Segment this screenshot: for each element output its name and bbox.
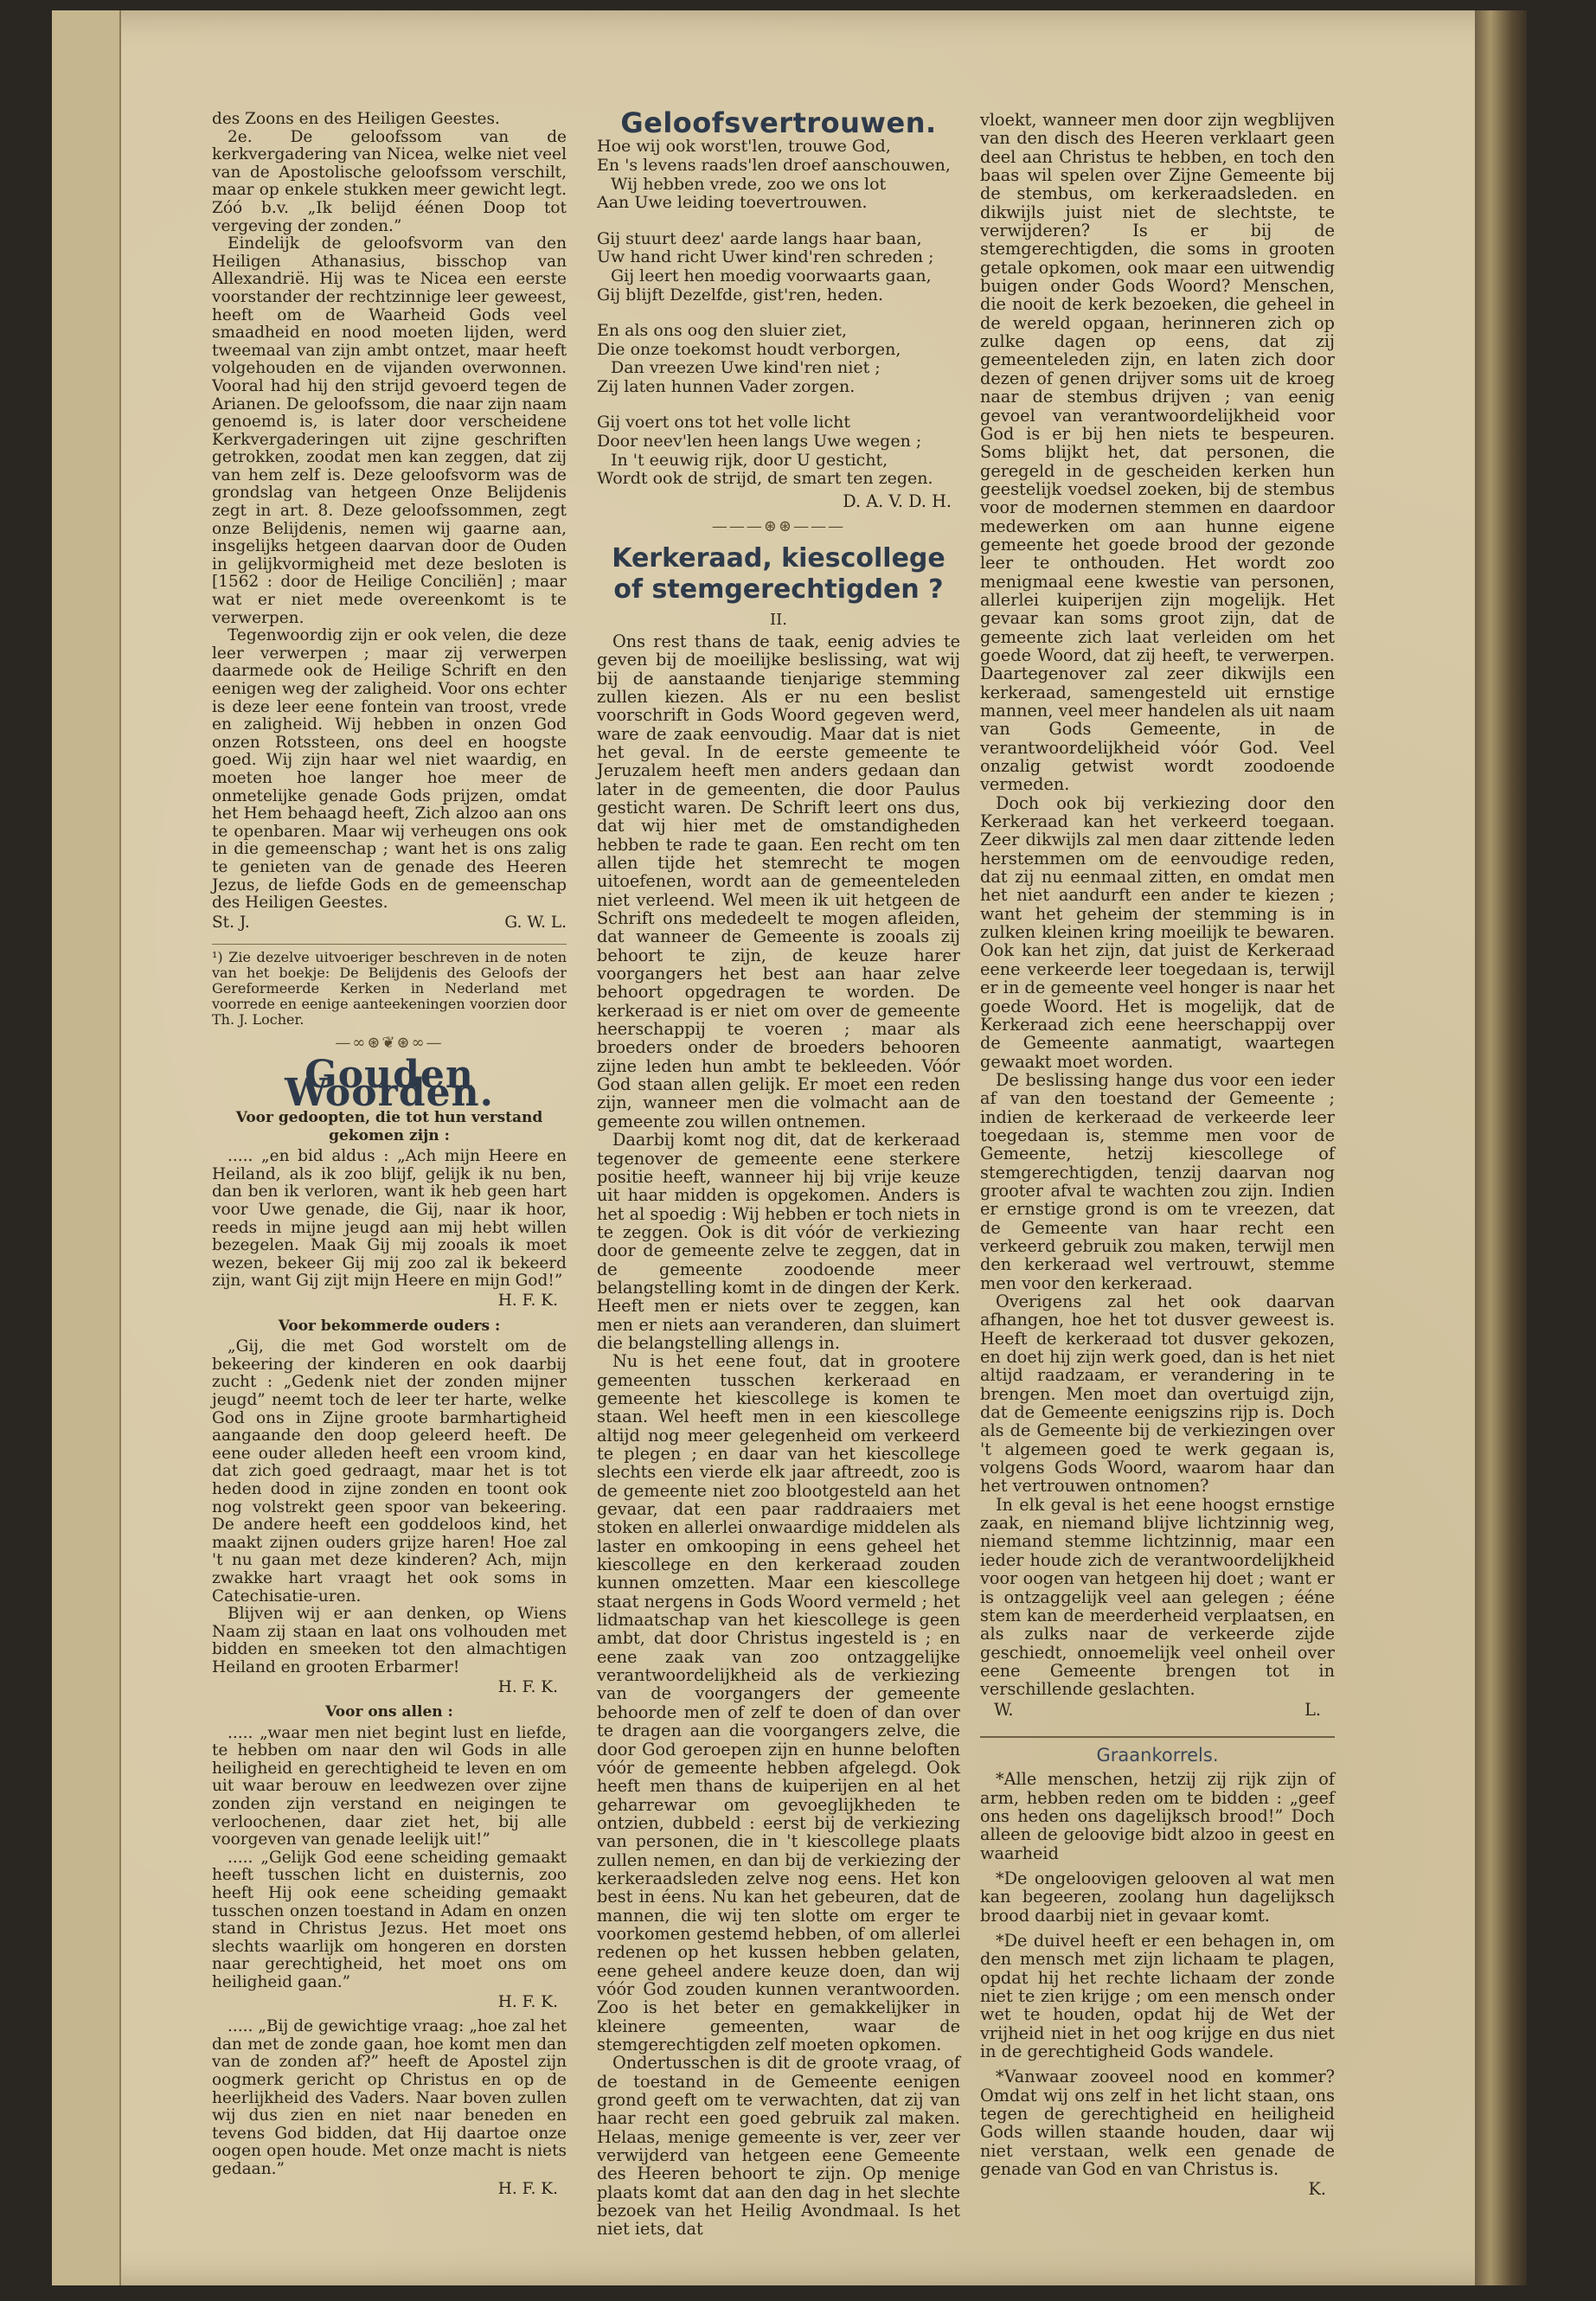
paragraph: Ondertusschen is dit de groote vraag, of de toestand in de Gemeente eenigen grond geeft om te verwachten, dat zij van haar recht een goed gebruik zal maken. Helaas, menige gemeente is ver, zeer ver verwijderd van hetgeen eene Gemeente des Heeren behoort te zijn. Op menige plaats komt dat aan den dag in het slechte bezoek van het Heilig Avondmaal. Is het niet iets, dat xyxy=(597,2053,960,2240)
page-margin-strip xyxy=(52,10,121,2285)
poem xyxy=(597,138,960,489)
paragraph: ..... „Gelijk God eene scheiding gemaakt heeft tusschen licht en duisternis, zoo heeft Hij ook eene scheiding gemaakt tusschen onzen toestand in Adam en onzen stand in Christus Jezus. Het moet ons slechts waarlijk om hongeren en dorsten naar gerechtigheid, het moet ons om heiligheid gaan.” xyxy=(212,1848,567,1991)
poem-line: Dan vreezen Uwe kind'ren niet ; xyxy=(611,358,881,378)
binding-edge xyxy=(1475,10,1527,2285)
signature: H. F. K. xyxy=(497,1677,558,1696)
paragraph: 2e. De geloofssom van de kerkvergadering van Nicea, welke niet veel van de Apostolische geloofssom verschilt, maar op enkele stukken meer gewicht legt. Zóó b.v. „Ik belijd éénen Doop tot vergeving der zonden.” xyxy=(212,127,567,235)
poem-line: Wij hebben vrede, zoo we ons lot xyxy=(611,174,887,194)
paragraph: ..... „en bid aldus : „Ach mijn Heere en Heiland, als ik zoo blijf, gelijk ik nu ben, dan ben ik verloren, want ik heb geen hart voor Uwe genade, die Gij, naar ik hoor, reeds in mijne jeugd aan mij hebt willen bezegelen. Maak Gij mij zooals ik moet wezen, bekeer Gij mij zoo zal ik bekeerd zijn, want Gij zijt mijn Heere en mijn God!” xyxy=(212,1147,567,1291)
column-right xyxy=(980,111,1335,2206)
aphorism: *De duivel heeft er een behagen in, om den mensch met zijn lichaam te plagen, opdat hij het rechte lichaam der zonde niet te zien krijge ; om een mensch onder wet te houden, opdat hij de Wet der vrijheid niet in het oog krijge en dus niet in de gerechtigheid Gods wandele. xyxy=(980,1931,1335,2062)
poem-line: Gij voert ons tot het volle licht xyxy=(597,413,851,433)
paragraph: ..... „waar men niet begint lust en liefde, te hebben om naar den wil Gods in alle heiligheid en gerechtigheid te leven en om uit waar berouw en leedwezen over zijne zonden zijn verstand en neigingen te verloochenen, daar ziet het, bij alle voorgeven van genade leelijk uit!” xyxy=(212,1723,567,1849)
paragraph: Eindelijk de geloofsvorm van den Heiligen Athanasius, bisschop van Allexandrië. Hij was te Nicea een eerste voorstander der rechtzinnige leer geweest, heeft om de Waarheid Gods veel smaadheid en nood moeten lijden, werd tweemaal van zijn ambt ontzet, maar heeft volgehouden en de vijanden overwonnen. Vooral had hij den strijd gevoerd tegen de Arianen. De geloofssom, die naar zijn naam genoemd is, is later door verscheidene Kerkvergaderingen uit zijne geschriften getrokken, zoodat men kan zeggen, dat zij van hem zelf is. Deze geloofsvorm was de grondslag van hetgeen Onze Belijdenis zegt in art. 8. Deze geloofssommen, zegt onze Belijdenis, nemen wij gaarne aan, insgelijks hetgeen daarvan door de Ouden in gelijkvormigheid met deze besloten is [1562 : door de Heilige Conciliën] ; maar wat er niet mede overeenkomt is te verwerpen. xyxy=(212,234,567,627)
paragraph: De beslissing hange dus voor een ieder af van den toestand der Gemeente ; indien de kerkeraad de verkeerde leer toegedaan is, stemme men voor de Gemeente, hetzij kiescollege of stemgerechtigden, tenzij daarvan nog grooter afval te wachten zou zijn. Indien er ernstige grond is om te vreezen, dat de Gemeente van haar recht een verkeerd gebruik zou maken, terwijl men den kerkeraad wel vertrouwt, stemme men voor den kerkeraad. xyxy=(980,1069,1335,1293)
poem-line: Hoe wij ook worst'len, trouwe God, xyxy=(597,137,891,157)
paragraph: In elk geval is het eene hoogst ernstige zaak, en niemand blijve lichtzinnig weg, niemand stemme lichtzinnig, maar een ieder houde zich de verantwoordelijkheid voor oogen van hetgeen hij doet ; want er is ontzaggelijk veel aan gelegen ; ééne stem kan de meerderheid verplaatsen, en als zulks naar de verkeerde zijde geschiedt, onnoemelijk veel onheil over eene Gemeente brengen tot in verschillende geslachten. xyxy=(980,1494,1335,1700)
poem-line: Gij leert hen moedig voorwaarts gaan, xyxy=(611,266,932,285)
poem-line: Gij stuurt deez' aarde langs haar baan, xyxy=(597,228,922,248)
paragraph: Daarbij komt nog dit, dat de kerkeraad tegenover de gemeente eene sterkere positie heeft, wanneer hij bij vrije keuze uit haar midden is opgekomen. Anders is het al spoedig : Wij hebben er toch niets in te zeggen. Ook is dit vóór de verkiezing door de gemeente zelve te zeggen, dat in de gemeente zoodoende meer belangstelling komt in de dingen der Kerk. Heeft men er niets over te zeggen, kan men er niets aan veranderen, dan sluimert die belangstelling allengs in. xyxy=(597,1130,960,1353)
poem-line: Uw hand richt Uwer kind'ren schreden ; xyxy=(597,247,934,267)
aphorism: *Alle menschen, hetzij zij rijk zijn of arm, hebben reden om te bidden : „geef ons heden ons dagelijksch brood!” Doch alleen de geloovige bidt alzoo in geest en waarheid xyxy=(980,1769,1335,1863)
poem-line: Die onze toekomst houdt verborgen, xyxy=(597,339,901,359)
signature: H. F. K. xyxy=(497,1992,558,2011)
paragraph: Tegenwoordig zijn er ook velen, die deze leer verwerpen ; maar zij verwerpen daarmede ook de Heilige Schrift en den eenigen weg der zaligheid. Voor ons echter is deze leer eene fontein van troost, vrede en zaligheid. Wij hebben in onzen God onzen Rotssteen, ons deel en hoogste goed. Wij zijn haar wel niet waardig, en moeten hoe langer hoe meer de onmetelijke genade Gods prijzen, omdat het Hem behaagd heeft, Zich alzoo aan ons te openbaren. Maar wij verheugen ons ook in die gemeenschap ; want het is ons zalig te genieten van de genade des Heeren Jezus, de liefde Gods en de gemeenschap des Heiligen Geestes. xyxy=(212,626,567,913)
signature-right: G. W. L. xyxy=(504,913,567,932)
paragraph: Nu is het eene fout, dat in grootere gemeenten tusschen kerkeraad en gemeente het kiescollege is komen te staan. Wel heeft men in een kiescollege altijd nog meer gelegenheid om verkeerd te plegen ; en daar van het kiescollege slechts een vierde elk jaar aftreedt, zoo is de gemeente niet zoo blootgesteld aan het gevaar, dat een paar raddraaiers met stoken en allerlei onwaardige middelen als laster en omkooping in eens geheel het kiescollege en den kerkeraad zouden kunnen omzetten. Maar een kiescollege staat nergens in Gods Woord vermeld ; het lidmaatschap van het kiescollege is geen ambt, dat door Christus ingesteld is ; en eene zaak van zoo ontzaggelijke verantwoordelijkheid als de verkiezing van de voorgangers der gemeente behoorde men of zelf te doen of dan over te dragen aan die voorgangers zelve, die door God geroepen zijn en hunne beloften vóór de gemeente hebben afgelegd. Ook heeft men thans de kuiperijen en al het geharrewar om gevoeglijkheden te ontzien, dubbeld : eerst bij de verkiezing van personen, die in 't kiescollege plaats zullen nemen, en dan bij de verkiezing der kerkeraadsleden zelve nog eens. Het kon best in éens. Nu kan het gebeuren, dat de mannen, die wij ten slotte om erger te voorkomen gestemd hebben, of om allerlei redenen op het kussen hebben gelaten, eene geheel andere keuze doen, dan wij vóór God zouden kunnen verantwoorden. Zoo is het beter en gemakkelijker in kleinere gemeenten, waar de stemgerechtigden zelf moeten opkomen. xyxy=(597,1351,960,2054)
column-left xyxy=(212,111,567,2205)
article-part-number: II. xyxy=(770,610,787,629)
poem-stanza xyxy=(597,138,960,212)
poem-line: Aan Uwe leiding toevertrouwen. xyxy=(597,193,868,213)
paragraph: „Gij, die met God worstelt om de bekeering der kinderen en ook daarbij zucht : „Gedenk niet der zonden mijner jeugd” neemt toch de leer ter harte, welke God ons in Zijne groote barmhartigheid aangaande den doop geleerd heeft. De eene ouder alleden heeft een vroom kind, dat zich goed gedraagt, maar het is tot heden dood in zijne zonden en toont ook nog volstrekt geen spoor van bekeering. De andere heeft een goddeloos kind, het maakt zijnen ouders grijze haren! Hoe zal 't nu gaan met deze kinderen? Ach, mijn zwakke hart vraagt het ook soms in Catechisatie-uren. xyxy=(212,1337,567,1606)
section-title-gouden-woorden: Gouden Woorden. xyxy=(285,1052,494,1115)
poem-line: Gij blijft Dezelfde, gist'ren, heden. xyxy=(597,285,884,304)
section-title-graankorrels: Graankorrels. xyxy=(1096,1744,1219,1766)
signature-right: L. xyxy=(1304,1699,1321,1720)
poem-stanza xyxy=(597,413,960,488)
paragraph: Ons rest thans de taak, eenig advies te geven bij de moeilijke beslissing, wat wij bij de aanstaande tienjarige stemming zullen kiezen. Als er nu een beslist voorschrift in Gods Woord gegeven werd, ware de zaak eenvoudig. Maar dat is niet het geval. In de eerste gemeente te Jeruzalem heeft men anders gedaan dan later in de gemeenten, die door Paulus gesticht waren. De Schrift leert ons dus, dat wij hier met de omstandigheden hebben te rade te gaan. Een recht om ten allen tijde het stemrecht te mogen uitoefenen, wordt aan de gemeenteleden niet verleend. Wel meen ik uit hetgeen de Schrift ons mededeelt te mogen afleiden, dat wanneer de Gemeente is zooals zij behoort te zijn, de keuze harer voorgangers het best aan haar zelve behoort opgedragen te worden. De kerkeraad is er niet om over de gemeente heerschappij te voeren ; maar als broeders onder de broeders behooren zijne leden hun ambt te bekleeden. Vóór God staan allen gelijk. Er moet een reden zijn, wanneer men die volmacht aan de gemeente zou willen ontnemen. xyxy=(597,631,960,1131)
poem-signature: D. A. V. D. H. xyxy=(843,490,952,511)
paragraph: vloekt, wanneer men door zijn wegblijven van den disch des Heeren verklaart geen deel aan Christus te hebben, en toch den baas wil spelen over Zijne Gemeente bij de stembus, om kerkeraadsleden. en dikwijls juist niet de slechtste, te verwijderen? Is er bij de stemgerechtigden, die soms in grooten getale opkomen, ook maar een uitwendig buigen onder Gods Woord? Menschen, die nooit de kerk bezoeken, die geheel in de wereld opgaan, herinneren zich op zulke dagen op eens, dat zij gemeenteleden zijn, en laten zich door dezen of genen drijver soms uit de kroeg naar de stembus drijven ; van eenig gevoel van verantwoordelijkheid voor God is er bij hen niets te bespeuren. Soms blijkt het, dat personen, die geregeld in de gescheiden kerken hun geestelijk voedsel zoeken, bij de stembus voor de modernen stemmen en daardoor medewerken om aan hunne eigene gemeente het goede brood der gezonde leer te onthouden. Het wordt zoo menigmaal eene kwestie van personen, allerlei kuiperijen zijn mogelijk. Het gevaar kan soms groot zijn, dat de gemeente zich laat verleiden om het goede Woord, dat zij heeft, te verwerpen. Daartegenover zal zeer dikwijls een kerkeraad, samengesteld uit ernstige mannen, veel meer handelen als uit naam van Gods Gemeente, in de verantwoordelijkheid vóór God. Veel onzalig getwist wordt zoodoende vermeden. xyxy=(980,110,1335,795)
paragraph: Blijven wij er aan denken, op Wiens Naam zij staan en laat ons volhouden met bidden en smeeken tot den almachtigen Heiland en grooten Erbarmer! xyxy=(212,1605,567,1676)
signature-line xyxy=(212,914,567,933)
signature: H. F. K. xyxy=(497,2179,558,2198)
poem-line: Wordt ook de strijd, de smart ten zegen. xyxy=(597,469,933,489)
signature: K. xyxy=(1308,2179,1326,2200)
paragraph: des Zoons en des Heiligen Geestes. xyxy=(212,110,500,128)
poem-stanza xyxy=(597,322,960,396)
signature-left: W. xyxy=(994,1699,1014,1720)
paragraph: Overigens zal het ook daarvan afhangen, hoe het tot dusver geweest is. Heeft de kerkeraad tot dusver gekozen, en doet hij zijn werk goed, dan is het niet altijd raadzaam, er verandering in te brengen. Men moet dan overtuigd zijn, dat de Gemeente eenigszins rijp is. Doch als de Gemeente bij de verkiezingen over 't algemeen goed te werk gegaan is, volgens Gods Woord, waarom haar dan het vertrouwen ontnomen? xyxy=(980,1292,1335,1497)
poem-line: Door neev'len heen langs Uwe wegen ; xyxy=(597,432,922,452)
subheading: Voor bekommerde ouders : xyxy=(278,1317,501,1335)
signature-left: St. J. xyxy=(212,913,250,932)
signature-line xyxy=(980,1701,1335,1719)
subheading: Voor gedoopten, die tot hun verstand gekomen zijn : xyxy=(235,1109,543,1144)
poem-line: In 't eeuwig rijk, door U gesticht, xyxy=(611,450,888,470)
section-divider xyxy=(980,1736,1335,1738)
poem-stanza xyxy=(597,230,960,304)
subheading: Voor ons allen : xyxy=(325,1703,453,1721)
signature: H. F. K. xyxy=(497,1292,558,1311)
poem-line: Zij laten hunnen Vader zorgen. xyxy=(597,376,856,396)
poem-line: En 's levens raads'len droef aanschouwen, xyxy=(597,155,951,175)
ornament-divider: ———⊛⊛——— xyxy=(711,517,846,536)
paragraph: Doch ook bij verkiezing door den Kerkeraad kan het verkeerd toegaan. Zeer dikwijls zal men daar zittende leden herstemmen om de eenvoudige reden, dat zij nu eenmaal zitten, en omdat men het niet aandurft een ander te kiezen ; want het geheim der stemming is in zulken kleinen kring moeilijk te bewaren. Ook kan het zijn, dat juist de Kerkeraad eene verkeerde leer toegedaan is, terwijl er in de gemeente veel honger is naar het goede Woord. Het is mogelijk, dat de Kerkeraad zich eene heerschappij over de Gemeente aanmatigt, waartegen gewaakt moet worden. xyxy=(980,792,1335,1072)
ornament-divider: —∞⊛❦⊛∞— xyxy=(335,1034,444,1053)
column-middle xyxy=(597,106,960,2240)
aphorism: *Vanwaar zooveel nood en kommer? Omdat wij ons zelf in het licht staan, ons tegen de gerechtigheid en heiligheid Gods willen staande houden, daar wij niet verstaan, welk een genade de genade van God en van Christus is. xyxy=(980,2067,1335,2180)
paragraph: ..... „Bij de gewichtige vraag: „hoe zal het dan met de zonde gaan, hoe komt men dan van de zonden af?” heeft de Apostel zijn oogmerk gericht op Christus en op de heerlijkheid des Vaders. Naar boven zullen wij dus zien en niet naar beneden en tevens God bidden, dat Hij daartoe onze oogen open houde. Met onze macht is niets gedaan.” xyxy=(212,2017,567,2178)
poem-line: En als ons oog den sluier ziet, xyxy=(597,321,848,341)
article-title: Kerkeraad, kiescollege of stemgerechtigden ? xyxy=(612,542,945,605)
footnote: ¹) Zie dezelve uitvoeriger beschreven in de noten van het boekje: De Belijdenis des Geloofs der Gereformeerde Kerken in Nederland met voorrede en eenige aanteekeningen voorzien door Th. J. Locher. xyxy=(212,944,567,1028)
aphorism: *De ongeloovigen gelooven al wat men kan begeeren, zoolang hun dagelijksch brood daarbij niet in gevaar komt. xyxy=(980,1868,1335,1926)
poem-title: Geloofsvertrouwen. xyxy=(620,106,937,139)
